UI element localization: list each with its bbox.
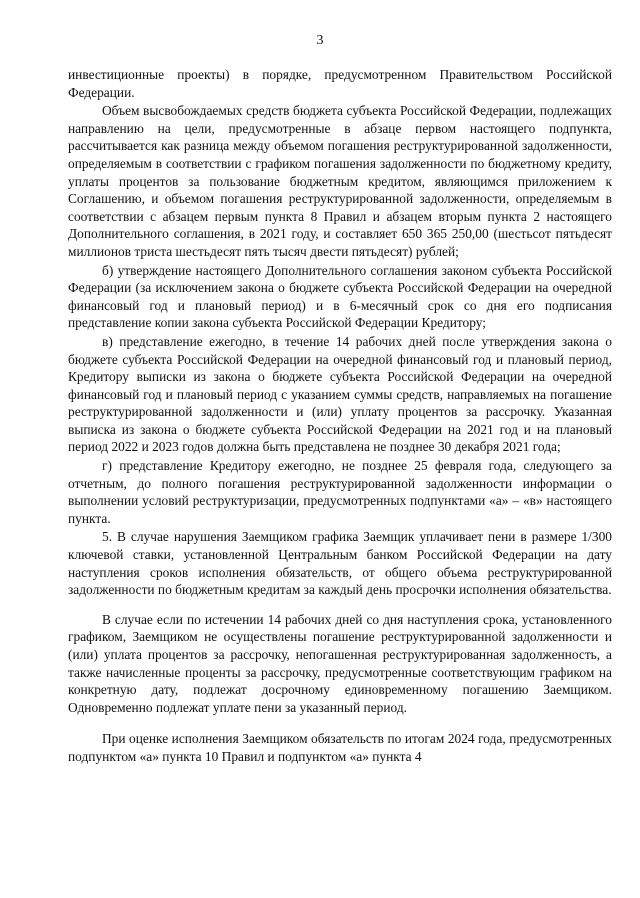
paragraph-released-funds: Объем высвобождаемых средств бюджета субъекта Российской Федерации, подлежащих направлению на цели, предусмотренные в абзаце первом настоящего подпункта, рассчитывается как разница между объемом погашения реструктурированной задолженности, определяемым в соответствии с графиком погашения задолженности по бюджетному кредиту, уплаты процентов за пользование бюджетным кредитом, являющимся приложением к Соглашению, и объемом погашения реструктурированной задолженности, определяемым в соответствии с абзацем первым пункта 8 Правил и абзацем вторым пункта 2 настоящего Дополнительного соглашения, в 2021 году, и составляет 650 365 250,00 (шестьсот пятьдесят миллионов триста шестьдесят пять тысяч двести пятьдесят) рублей; bbox=[68, 103, 612, 259]
paragraph-subitem-b: б) утверждение настоящего Дополнительного соглашения законом субъекта Российской Федерации (за исключением закона о бюджете субъекта Российской Федерации на очередной финансовый год и плановый период) и в 6-месячный срок со дня его подписания представление копии закона субъекта Российской Федерации Кредитору; bbox=[68, 262, 612, 331]
document-body bbox=[68, 66, 612, 767]
paragraph-subitem-g: г) представление Кредитору ежегодно, не позднее 25 февраля года, следующего за отчетным, до полного погашения реструктурированной задолженности информации о выполнении условий реструктуризации, предусмотренных подпунктами «а» – «в» настоящего пункта. bbox=[68, 458, 612, 526]
paragraph-item-5: 5. В случае нарушения Заемщиком графика Заемщик уплачивает пени в размере 1/300 ключевой ставки, установленной Центральным банком Российской Федерации на дату наступления сроков исполнения обязательств, от общего объема реструктурированной задолженности по бюджетным кредитам за каждый день просрочки исполнения обязательства. bbox=[68, 529, 612, 598]
paragraph-overdue-case: В случае если по истечении 14 рабочих дней со дня наступления срока, установленного графиком, Заемщиком не осуществлены погашение реструктурированной задолженности и (или) уплата процентов за рассрочку, непогашенная реструктурированная задолженность, а также начисленные проценты за рассрочку, предусмотренные соответствующим графиком на конкретную дату, подлежат досрочному единовременному погашению Заемщиком. Одновременно подлежат уплате пени за указанный период. bbox=[68, 611, 612, 715]
paragraph-subitem-v: в) представление ежегодно, в течение 14 рабочих дней после утверждения закона о бюджете субъекта Российской Федерации на очередной финансовый год и плановый период, Кредитору выписки из закона о бюджете субъекта Российской Федерации на очередной финансовый год и плановый период с указанием суммы средств, направляемых на погашение реструктурированной задолженности и (или) уплату процентов за рассрочку. Указанная выписка из закона о бюджете субъекта Российской Федерации на 2021 год и на плановый период 2022 и 2023 годов должна быть представлена не позднее 30 декабря 2021 года; bbox=[68, 333, 612, 455]
paragraph-assessment-2024: При оценке исполнения Заемщиком обязательств по итогам 2024 года, предусмотренных подпунктом «а» пункта 10 Правил и подпунктом «а» пункта 4 bbox=[68, 731, 612, 764]
paragraph-continuation: инвестиционные проекты) в порядке, предусмотренном Правительством Российской Федерации. bbox=[68, 67, 612, 100]
page-number: 3 bbox=[316, 33, 324, 48]
